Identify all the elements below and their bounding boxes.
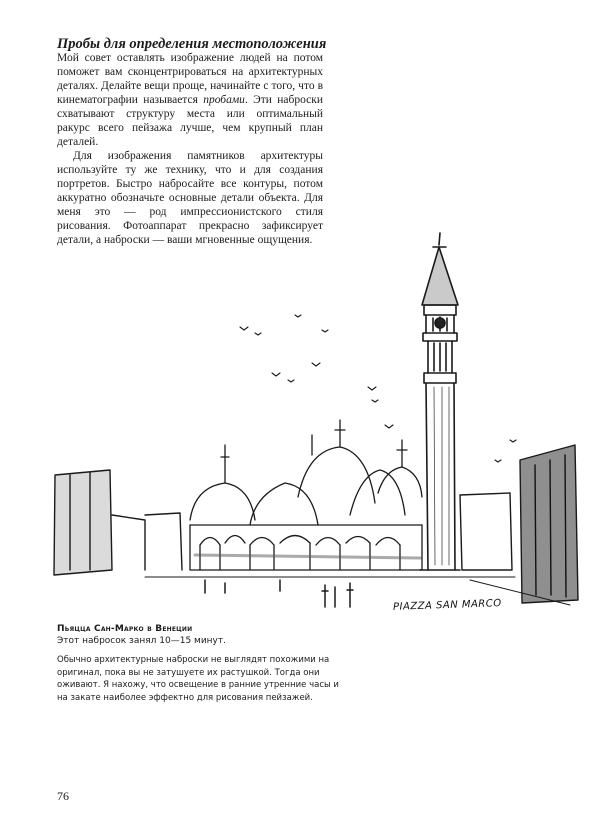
caption-text: Обычно архитектурные наброски не выглядят похожими на оригинал, пока вы не затушуете их растушкой. Тогда они оживают. Я нахожу, что освещение в ранние утренние часы и на закате наиболее эффектно для рисования пейзажей.: [57, 655, 339, 703]
birds: [240, 315, 516, 462]
caption-time: Этот набросок занял 10—15 минут.: [57, 636, 226, 646]
sketch-handwritten-label: PIAZZA SAN MARCO: [392, 598, 502, 613]
piazza-san-marco-sketch: [50, 225, 590, 620]
paragraph-1: [57, 51, 323, 149]
basilica: [190, 420, 422, 570]
paragraph-1-end: . Эти наброски схватывают структуру места или оптимальный ракурс всего пейзажа лучше, чем крупный план деталей.: [57, 94, 323, 148]
paragraph-1-start: Мой совет оставлять изображение людей на потом поможет вам сконцентрироваться на архитектурных деталях. Делайте вещи проще, начинайте с того, что в кинематографии называется: [57, 52, 323, 106]
section-heading: Пробы для определения местоположения: [57, 36, 327, 52]
right-building: [460, 445, 578, 603]
left-building: [54, 470, 182, 575]
body-text: [57, 51, 323, 247]
campanile: [420, 233, 460, 570]
page-number: 76: [57, 789, 69, 803]
piazza-ground: [145, 577, 570, 605]
paragraph-2: Для изображения памятников архитектуры используйте ту же технику, что и для создания портретов. Быстро набросайте все контуры, потом аккуратно обозначьте основные детали объекта. Для меня это — род импрессионистского стиля рисования. Фотоаппарат прекрасно зафиксирует детали, а наброски — ваши мгновенные ощущения.: [57, 150, 323, 246]
sketch-drawing: [50, 225, 590, 620]
paragraph-1-term: пробами: [203, 94, 245, 106]
people: [205, 580, 353, 607]
caption-title: Пьяцца Сан-Марко в Венеции: [57, 624, 193, 634]
